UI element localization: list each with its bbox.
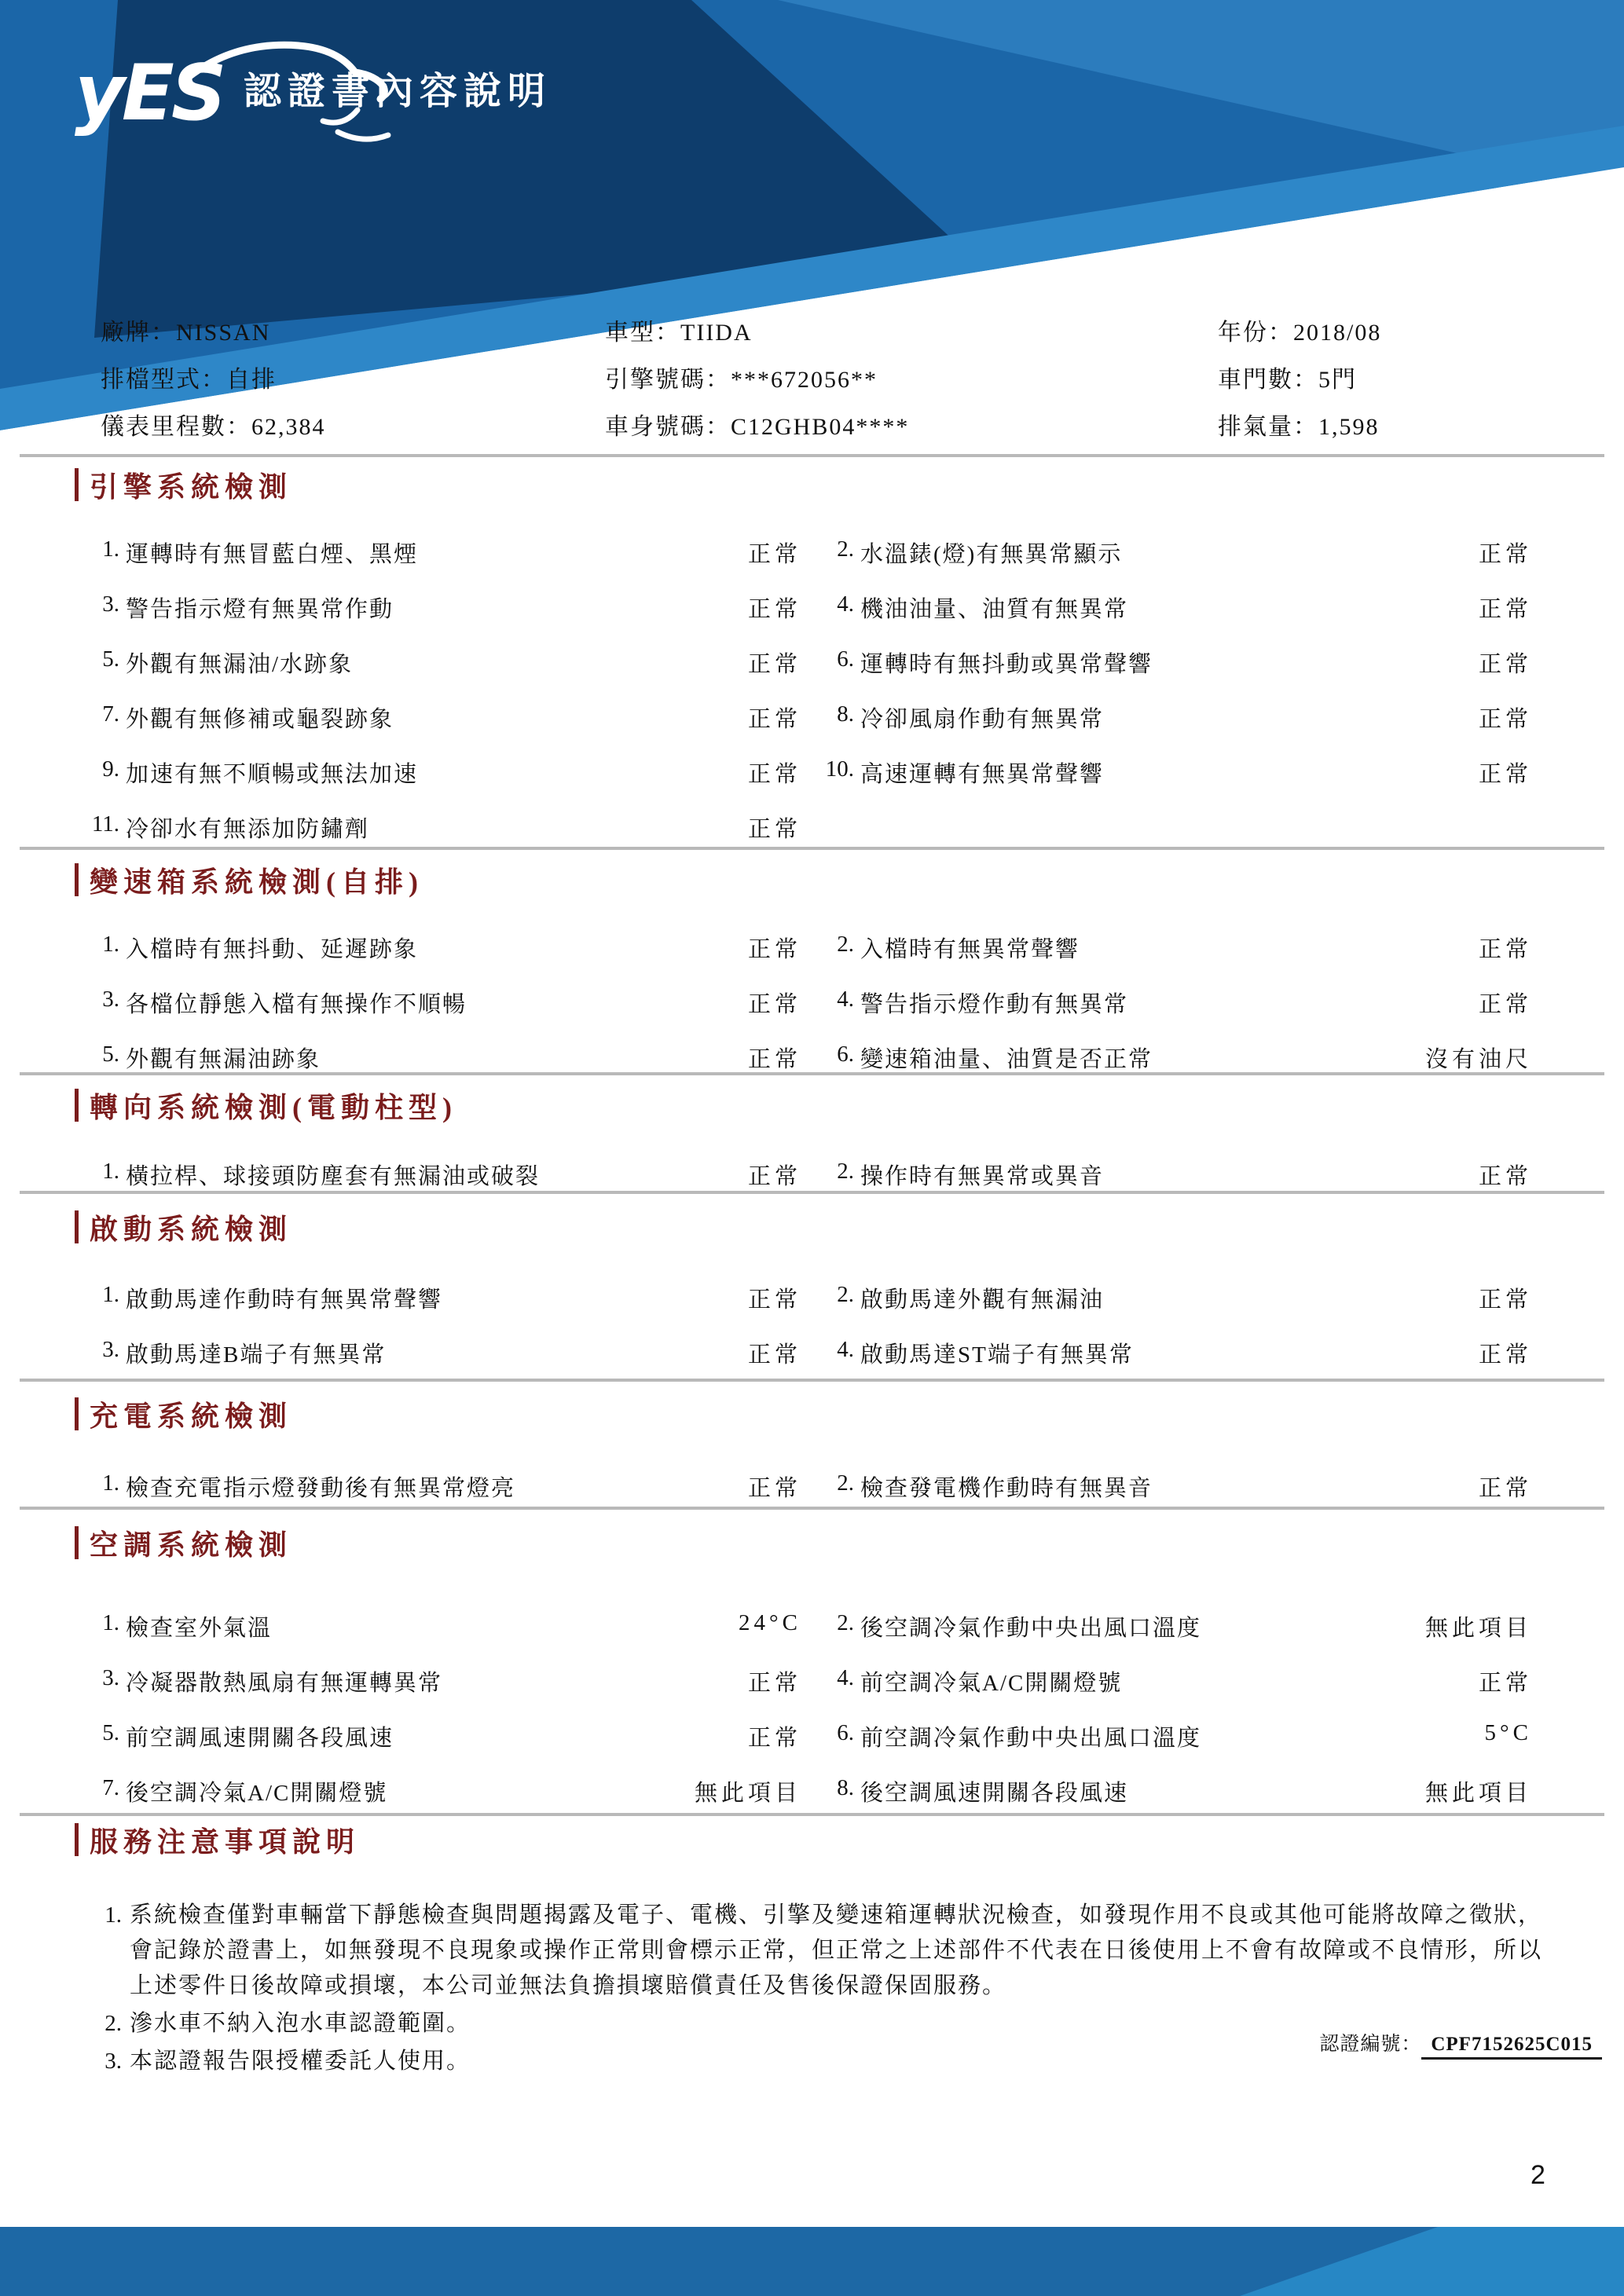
item-number: 3. [102,1665,119,1690]
item-result: 24°C [739,1610,801,1635]
item-result: 正常 [1478,762,1532,787]
item-number: 4. [837,1337,854,1362]
section-rows [0,1470,1624,1525]
item-result: 正常 [1478,1342,1532,1368]
info-field: 儀表里程數：62,384 [101,414,326,440]
item-result: 無此項目 [1424,1781,1532,1806]
section-rows [0,1159,1624,1214]
info-field: 排氣量：1,598 [1218,414,1380,440]
item-result: 正常 [747,1287,801,1313]
item-text: 啟動馬達外觀有無漏油 [860,1287,1105,1313]
item-result: 正常 [1478,1287,1532,1313]
check-row [0,1282,1624,1337]
item-text: 檢查室外氣溫 [126,1616,273,1641]
item-text: 檢查發電機作動時有無異音 [860,1476,1153,1501]
item-text: 後空調冷氣A/C開關燈號 [126,1781,388,1806]
section-title-bar [75,1089,79,1122]
check-row [0,1610,1624,1665]
item-result: 正常 [1478,937,1532,962]
item-result: 正常 [1478,1671,1532,1696]
item-number: 6. [837,1042,854,1067]
item-number: 6. [837,646,854,672]
item-text: 冷凝器散熱風扇有無運轉異常 [126,1671,443,1696]
item-text: 運轉時有無抖動或異常聲響 [860,652,1153,677]
item-result: 正常 [747,817,801,842]
item-number: 3. [102,591,119,617]
note-number: 3. [104,2049,122,2074]
info-field: 廠牌：NISSAN [101,320,271,346]
certificate-number-value: CPF7152625C015 [1421,2034,1602,2060]
check-row [0,1159,1624,1214]
item-text: 高速運轉有無異常聲響 [860,762,1105,787]
section-6 [0,1525,1624,1830]
item-result: 正常 [1478,542,1532,567]
item-result: 正常 [747,1671,801,1696]
note-number: 2. [104,2011,122,2036]
item-result: 正常 [747,1726,801,1751]
item-text: 運轉時有無冒藍白煙、黑煙 [126,542,419,567]
item-number: 1. [102,1610,119,1635]
section-title-bar [75,468,79,501]
check-row [0,1720,1624,1775]
section-title-bar [75,1526,79,1559]
item-result: 沒有油尺 [1424,1047,1532,1072]
section-title-text: 空調系統檢測 [90,1529,293,1561]
item-number: 3. [102,1337,119,1362]
separator-line [20,454,1604,457]
section-rows [0,1282,1624,1392]
section-title-text: 變速箱系統檢測(自排) [90,866,423,898]
info-field: 車門數：5門 [1218,367,1357,393]
section-title [75,1525,1624,1560]
footer-background [0,2227,1624,2296]
section-title-text: 轉向系統檢測(電動柱型) [90,1091,457,1123]
item-result: 正常 [747,652,801,677]
check-row [0,646,1624,701]
section-4 [0,1210,1624,1392]
item-result: 正常 [747,1047,801,1072]
certificate-number-line [1319,2028,1602,2056]
note-text: 系統檢查僅對車輛當下靜態檢查與問題揭露及電子、電機、引擎及變速箱運轉狀況檢查，如發現作用不良或其他可能將故障之徵狀，會記錄於證書上，如無發現不良現象或操作正常則會標示正常，但正常之上述部件不代表在日後使用上不會有故障或不良情形，所以上述零件日後故障或損壞，本公司並無法負擔損壞賠償責任及售後保證保固服務。 [130,1902,1543,1998]
section-1 [0,467,1624,866]
item-number: 7. [102,701,119,727]
info-field: 車型：TIIDA [605,320,753,346]
section-rows [0,932,1624,1097]
item-result: 正常 [747,597,801,622]
section-5 [0,1397,1624,1525]
item-number: 1. [102,932,119,957]
item-number: 1. [102,1470,119,1496]
section-title [75,1088,1624,1122]
item-text: 警告指示燈作動有無異常 [860,992,1129,1017]
section-title [75,862,1624,897]
item-number: 5. [102,1042,119,1067]
check-row [0,756,1624,811]
section-title [75,1397,1624,1431]
note-row [0,1898,1624,2004]
item-number: 7. [102,1775,119,1800]
item-text: 橫拉桿、球接頭防塵套有無漏油或破裂 [126,1164,541,1189]
item-result: 正常 [747,1476,801,1501]
check-row [0,701,1624,756]
item-result: 正常 [747,992,801,1017]
item-number: 2. [837,1610,854,1635]
item-result: 正常 [747,707,801,732]
page-title: 認證書內容說明 [244,71,552,112]
vehicle-info [0,313,1624,452]
certificate-number-label: 認證編號： [1319,2034,1422,2055]
page-number: 2 [1531,2160,1545,2190]
check-row [0,1470,1624,1525]
check-row [0,1337,1624,1392]
item-result: 正常 [1478,992,1532,1017]
item-text: 前空調冷氣A/C開關燈號 [860,1671,1123,1696]
item-result: 正常 [747,1164,801,1189]
item-text: 外觀有無漏油/水跡象 [126,652,354,677]
check-row [0,932,1624,987]
check-row [0,536,1624,591]
item-text: 入檔時有無抖動、延遲跡象 [126,937,419,962]
section-title [75,1822,1624,1857]
item-text: 冷卻風扇作動有無異常 [860,707,1105,732]
item-text: 前空調風速開關各段風速 [126,1726,394,1751]
item-result: 正常 [1478,597,1532,622]
item-result: 正常 [747,1342,801,1368]
item-text: 後空調冷氣作動中央出風口溫度 [860,1616,1202,1641]
info-field: 車身號碼：C12GHB04**** [605,414,910,440]
item-text: 機油油量、油質有無異常 [860,597,1129,622]
info-field: 排檔型式：自排 [101,367,277,393]
item-number: 2. [837,1282,854,1307]
section-3 [0,1088,1624,1214]
item-result: 正常 [1478,707,1532,732]
item-number: 8. [837,701,854,727]
item-text: 啟動馬達作動時有無異常聲響 [126,1287,443,1313]
item-text: 變速箱油量、油質是否正常 [860,1047,1153,1072]
item-number: 5. [102,1720,119,1745]
item-number: 4. [837,591,854,617]
item-number: 4. [837,1665,854,1690]
section-title-text: 啟動系統檢測 [90,1213,293,1245]
check-row [0,987,1624,1042]
item-text: 冷卻水有無添加防鏽劑 [126,817,370,842]
item-result: 正常 [747,937,801,962]
footer-dark-triangle [0,2227,1438,2296]
info-field: 年份：2018/08 [1218,320,1382,346]
item-number: 4. [837,987,854,1012]
item-text: 後空調風速開關各段風速 [860,1781,1129,1806]
section-title [75,467,1624,502]
item-number: 11. [91,811,119,837]
note-text: 滲水車不納入泡水車認證範圍。 [130,2011,471,2036]
item-result: 5°C [1484,1720,1532,1745]
item-result: 正常 [747,542,801,567]
yes-logo: yES [75,49,224,138]
note-number: 1. [104,1902,122,1928]
item-text: 啟動馬達ST端子有無異常 [860,1342,1134,1368]
check-row [0,1665,1624,1720]
section-title-text: 服務注意事項說明 [90,1825,361,1858]
item-text: 外觀有無漏油跡象 [126,1047,321,1072]
item-number: 2. [837,1159,854,1184]
item-result: 正常 [747,762,801,787]
section-title-bar [75,863,79,896]
item-text: 操作時有無異常或異音 [860,1164,1105,1189]
item-number: 8. [837,1775,854,1800]
item-text: 入檔時有無異常聲響 [860,937,1080,962]
item-number: 2. [837,536,854,562]
page-footer [0,2227,1624,2296]
item-result: 正常 [1478,1164,1532,1189]
check-row [0,811,1624,866]
item-text: 前空調冷氣作動中央出風口溫度 [860,1726,1202,1751]
section-title [75,1210,1624,1244]
item-number: 2. [837,1470,854,1496]
item-text: 各檔位靜態入檔有無操作不順暢 [126,992,467,1017]
section-rows [0,536,1624,866]
section-title-text: 引擎系統檢測 [90,471,293,503]
item-number: 10. [825,756,854,782]
item-number: 3. [102,987,119,1012]
item-text: 警告指示燈有無異常作動 [126,597,394,622]
item-number: 5. [102,646,119,672]
item-text: 外觀有無修補或龜裂跡象 [126,707,394,732]
section-rows [0,1610,1624,1830]
item-result: 正常 [1478,1476,1532,1501]
item-number: 1. [102,1159,119,1184]
section-title-bar [75,1397,79,1430]
item-number: 1. [102,536,119,562]
item-result: 正常 [1478,652,1532,677]
section-title-bar [75,1210,79,1243]
item-result: 無此項目 [1424,1616,1532,1641]
item-text: 啟動馬達B端子有無異常 [126,1342,387,1368]
section-title-text: 充電系統檢測 [90,1400,293,1432]
item-number: 6. [837,1720,854,1745]
item-number: 2. [837,932,854,957]
section-2 [0,862,1624,1097]
section-title-bar [75,1823,79,1856]
item-text: 水溫錶(燈)有無異常顯示 [860,542,1123,567]
check-row [0,591,1624,646]
item-number: 9. [102,756,119,782]
info-field: 引擎號碼：***672056** [605,367,878,393]
item-result: 無此項目 [694,1781,801,1806]
item-text: 加速有無不順暢或無法加速 [126,762,419,787]
item-number: 1. [102,1282,119,1307]
item-text: 檢查充電指示燈發動後有無異常燈亮 [126,1476,516,1501]
note-text: 本認證報告限授權委託人使用。 [130,2049,471,2074]
